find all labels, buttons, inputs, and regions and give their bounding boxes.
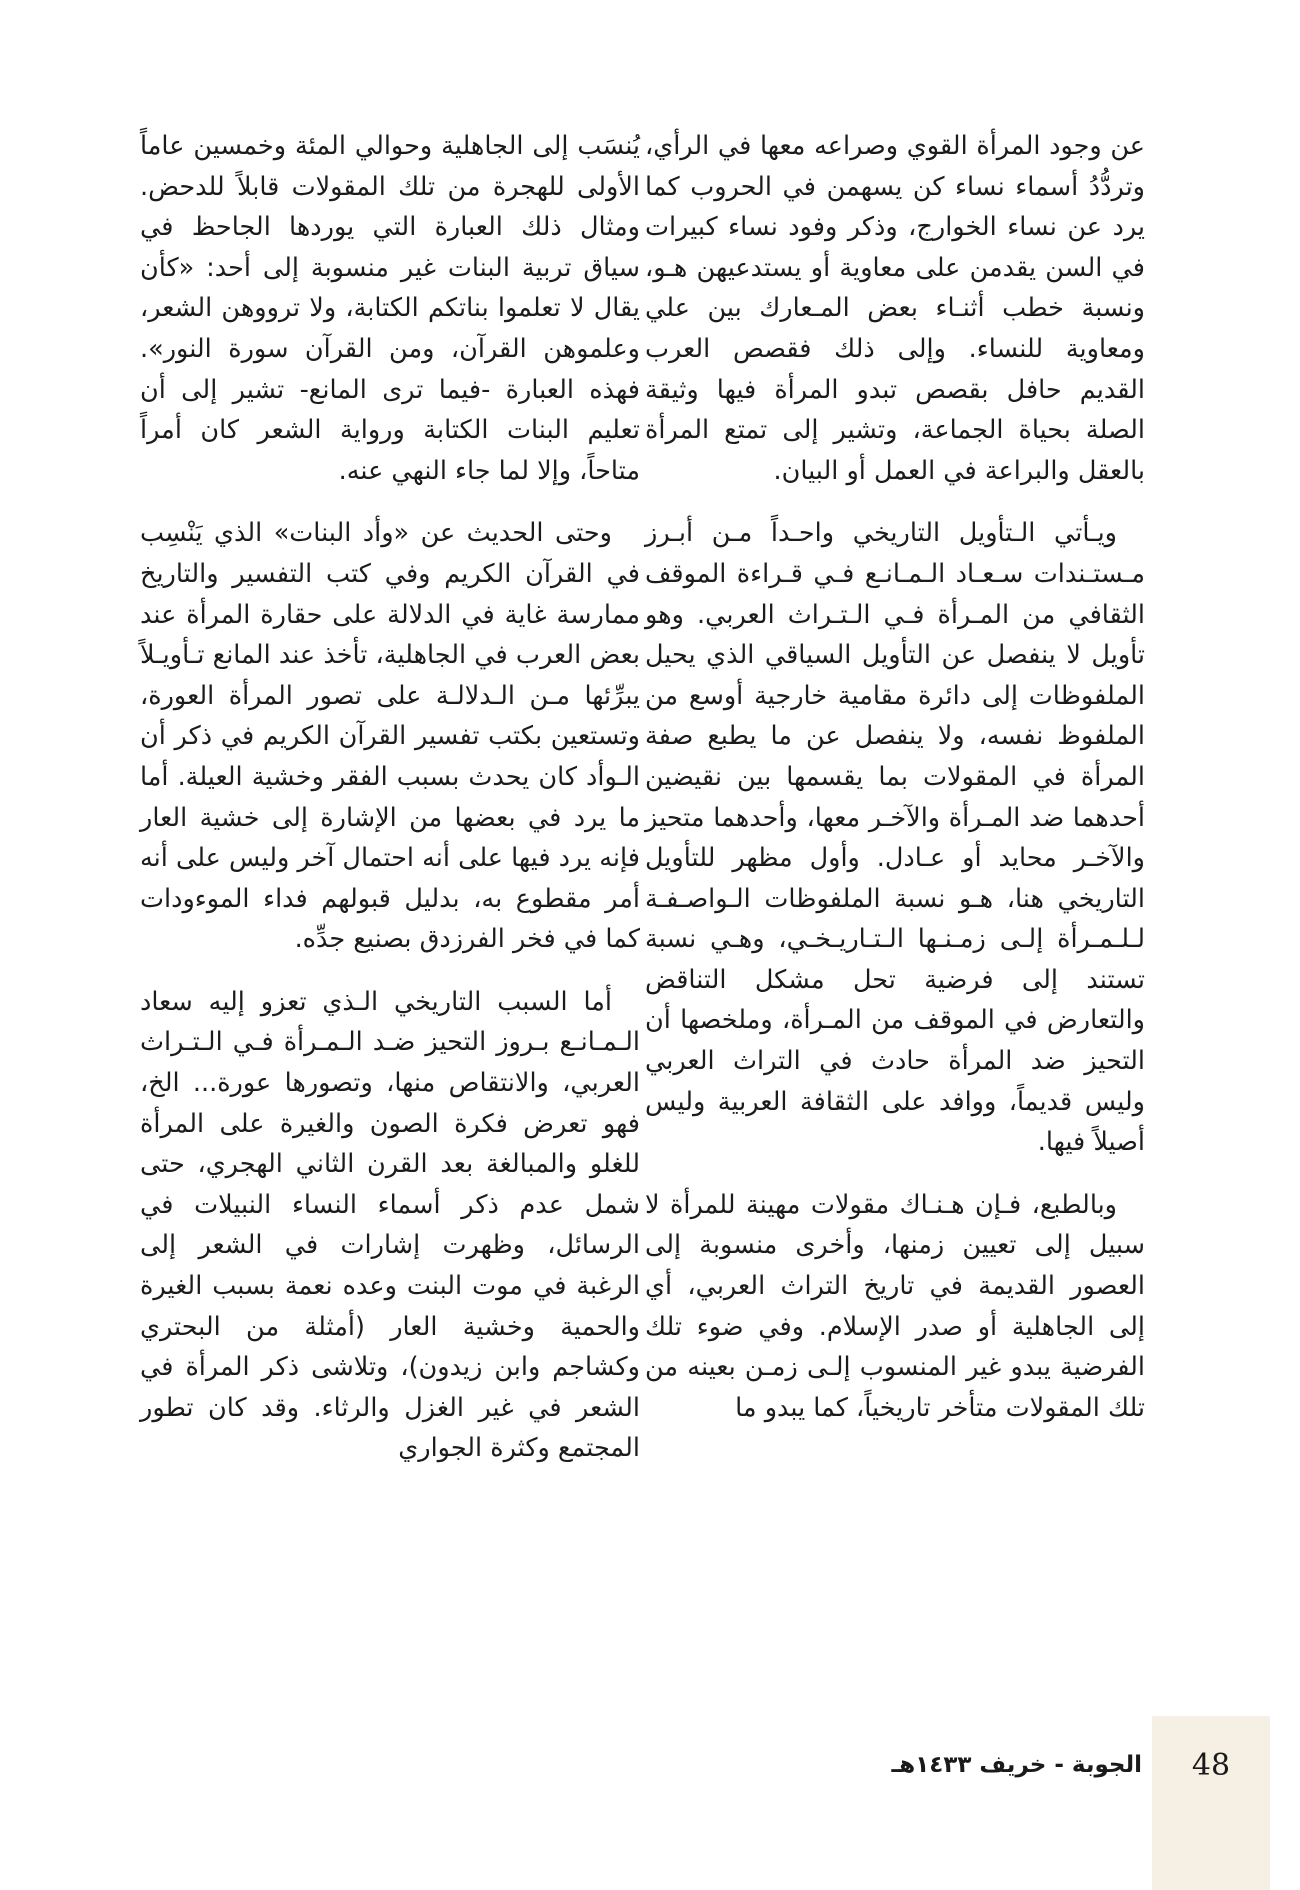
page-number-tab <box>1152 1716 1270 1890</box>
paragraph: ويـأتي الـتأويل التاريخي واحـداً مـن أبـرز مـستـندات سـعـاد الـمـانـع فـي قـراءة الموقف الثقافي من المـرأة فـي الـتـراث العربي. وهو تأويل لا ينفصل عن التأويل السياقي الذي يحيل الملفوظات إلى دائرة مقامية خارجية أوسع من الملفوظ نفسه، ولا ينفصل عن ما يطبع صفة المرأة في المقولات بما يقسمها بين نقيضين أحدهما ضد المـرأة والآخـر معها، وأحدهما متحيز والآخـر محايد أو عـادل. وأول مظهر للتأويل التاريخي هنا، هـو نسبة الملفوظات الـواصـفـة لـلـمـرأة إلـى زمـنـها الـتـاريـخـي، وهـي نسبة تستند إلى فرضية تحل مشكل التناقض والتعارض في الموقف من المـرأة، وملخصها أن التحيز ضد المرأة حادث في التراث العربي وليس قديماً، ووافد على الثقافة العربية وليس أصيلاً فيها. <box>645 518 1145 1158</box>
article-column-right <box>645 126 1145 1428</box>
paragraph: يُنسَب إلى الجاهلية وحوالي المئة وخمسين عاماً الأولى للهجرة من تلك المقولات قابلاً للدحض. ومثال ذلك العبارة التي يوردها الجاحظ في سياق تربية البنات غير منسوبة إلى أحد: «كأن يقال لا تعلموا بناتكم الكتابة، ولا ترووهن الشعر، وعلموهن القرآن، ومن القرآن سورة النور». فهذه العبارة -فيما ترى المانع- تشير إلى أن تعليم البنات الكتابة ورواية الشعر كان أمراً متاحاً، وإلا لما جاء النهي عنه. <box>140 131 640 486</box>
paragraph: وبالطبع، فـإن هـنـاك مقولات مهينة للمرأة لا سبيل إلى تعيين زمنها، وأخرى منسوبة إلى العصور القديمة في تاريخ التراث العربي، أي إلى الجاهلية أو صدر الإسلام. وفي ضوء تلك الفرضية يبدو غير المنسوب إلـى زمـن بعينه من تلك المقولات متأخر تاريخياً، كما يبدو ما <box>645 1189 1145 1423</box>
page-footer <box>0 1716 1300 1890</box>
magazine-issue-label: الجوبة - خريف ١٤٣٣هـ <box>891 1752 1142 1778</box>
paragraph: عن وجود المرأة القوي وصراعه معها في الرأي، وتردُّدُ أسماء نساء كن يسهمن في الحروب كما يرد عن نساء الخوارج، وذكر وفود نساء كبيرات في السن يقدمن على معاوية أو يستدعيهن هـو، ونسبة خطب أثنـاء بعض المـعارك بين علي ومعاوية للنساء. وإلى ذلك فقصص العرب القديم حافل بقصص تبدو المرأة فيها وثيقة الصلة بحياة الجماعة، وتشير إلى تمتع المرأة بالعقل والبراعة في العمل أو البيان. <box>645 131 1145 486</box>
article-column-left <box>140 126 640 1469</box>
page-number: 48 <box>1191 1748 1231 1783</box>
paragraph: وحتى الحديث عن «وأد البنات» الذي يَنْسِب في القرآن الكريم وفي كتب التفسير والتاريخ ممارسة غاية في الدلالة على حقارة المرأة عند بعض العرب في الجاهلية، تأخذ عند المانع تـأويـلاً يبرِّئها مـن الـدلالـة على تصور المرأة العورة، وتستعين بكتب تفسير القرآن الكريم في ذكر أن الـوأد كان يحدث بسبب الفقر وخشية العيلة. أما ما يرد في بعضها من الإشارة إلى خشية العار فإنه يرد فيها على أنه احتمال آخر وليس على أنه أمر مقطوع به، بدليل قبولهم فداء الموءودات كما في فخر الفرزدق بصنيع جدِّه. <box>140 518 640 955</box>
paragraph: أما السبب التاريخي الـذي تعزو إليه سعاد الـمـانـع بـروز التحيز ضـد الـمـرأة فـي الـتـراث العربي، والانتقاص منها، وتصورها عورة... الخ، فهو تعرض فكرة الصون والغيرة على المرأة للغلو والمبالغة بعد القرن الثاني الهجري، حتى شمل عدم ذكر أسماء النساء النبيلات في الرسائل، وظهرت إشارات في الشعر إلى الرغبة في موت البنت وعده نعمة بسبب الغيرة والحمية وخشية العار (أمثلة من البحتري وكشاجم وابن زيدون)، وتلاشى ذكر المرأة في الشعر في غير الغزل والرثاء. وقد كان تطور المجتمع وكثرة الجواري <box>140 986 640 1464</box>
